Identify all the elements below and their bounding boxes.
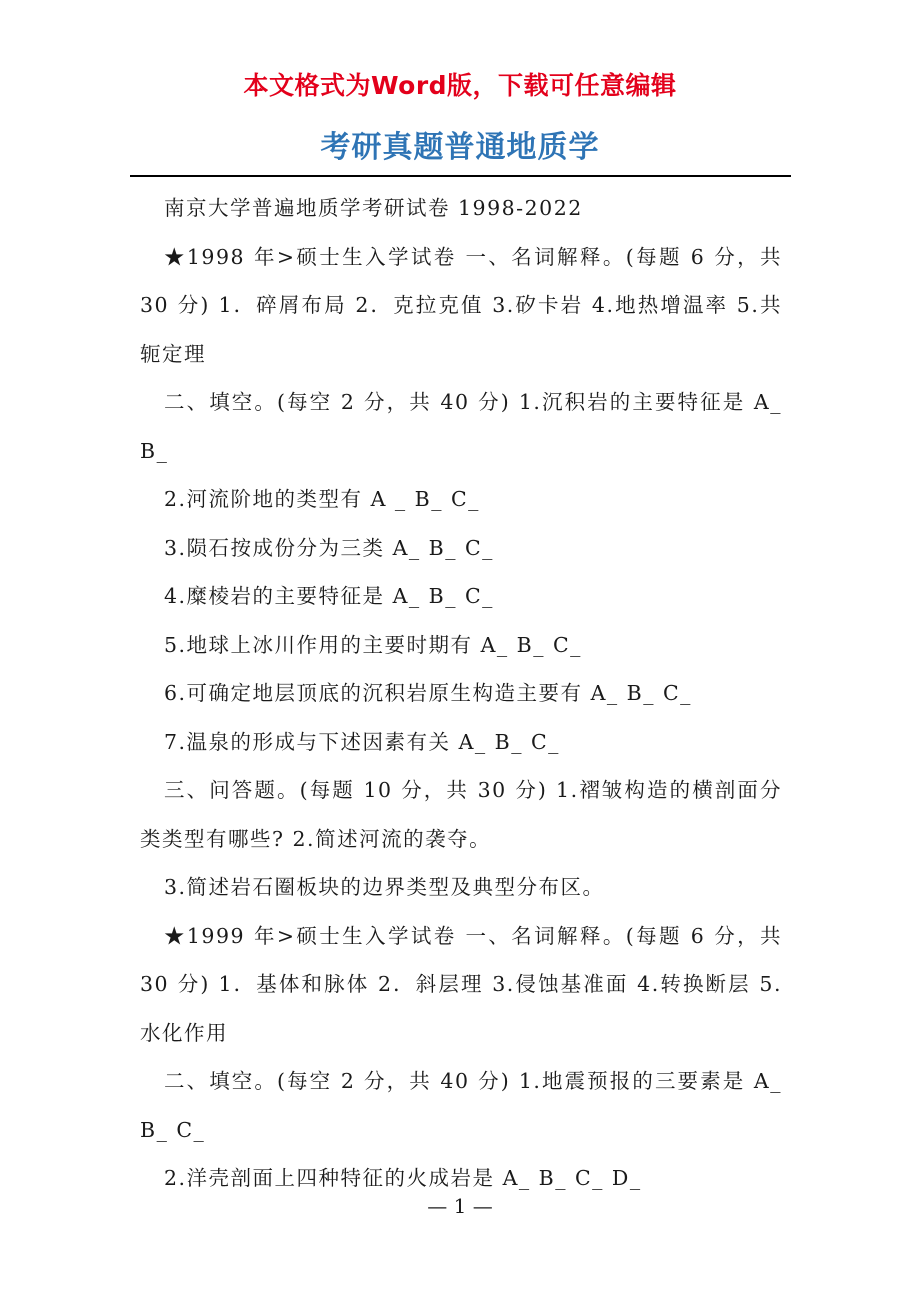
paragraph: 3.简述岩石圈板块的边界类型及典型分布区。 [164, 875, 605, 899]
document-body [140, 184, 782, 1203]
paragraph: 二、填空。(每空 2 分，共 40 分) 1.沉积岩的主要特征是 A_ B_ [140, 390, 782, 463]
paragraph: ★1999 年>硕士生入学试卷 一、名词解释。(每题 6 分，共 30 分) 1．基体和脉体 2．斜层理 3.侵蚀基准面 4.转换断层 5.水化作用 [140, 923, 782, 1045]
paragraph: 5.地球上冰川作用的主要时期有 A_ B_ C_ [164, 632, 582, 657]
word-format-banner: 本文格式为Word版，下载可任意编辑 [243, 71, 677, 100]
paragraph: 3.陨石按成份分为三类 A_ B_ C_ [164, 535, 494, 560]
paragraph: 7.温泉的形成与下述因素有关 A_ B_ C_ [164, 729, 560, 754]
paragraph: 南京大学普遍地质学考研试卷 1998-2022 [164, 196, 583, 220]
page-number: — 1 — [427, 1194, 493, 1218]
paragraph: 二、填空。(每空 2 分，共 40 分) 1.地震预报的三要素是 A_ B_ C_ [140, 1069, 782, 1142]
header-rule [130, 175, 791, 177]
paragraph: 三、问答题。(每题 10 分，共 30 分) 1.褶皱构造的横剖面分类类型有哪些? 2.简述河流的袭夺。 [140, 778, 782, 851]
paragraph: ★1998 年>硕士生入学试卷 一、名词解释。(每题 6 分，共 30 分) 1．碎屑布局 2．克拉克值 3.矽卡岩 4.地热增温率 5.共轭定理 [140, 244, 782, 366]
paragraph: 6.可确定地层顶底的沉积岩原生构造主要有 A_ B_ C_ [164, 681, 692, 705]
paragraph: 2.洋壳剖面上四种特征的火成岩是 A_ B_ C_ D_ [164, 1166, 642, 1190]
document-title: 考研真题普通地质学 [320, 130, 600, 165]
paragraph: 2.河流阶地的类型有 A _ B_ C_ [164, 487, 480, 511]
paragraph: 4.糜棱岩的主要特征是 A_ B_ C_ [164, 584, 494, 608]
